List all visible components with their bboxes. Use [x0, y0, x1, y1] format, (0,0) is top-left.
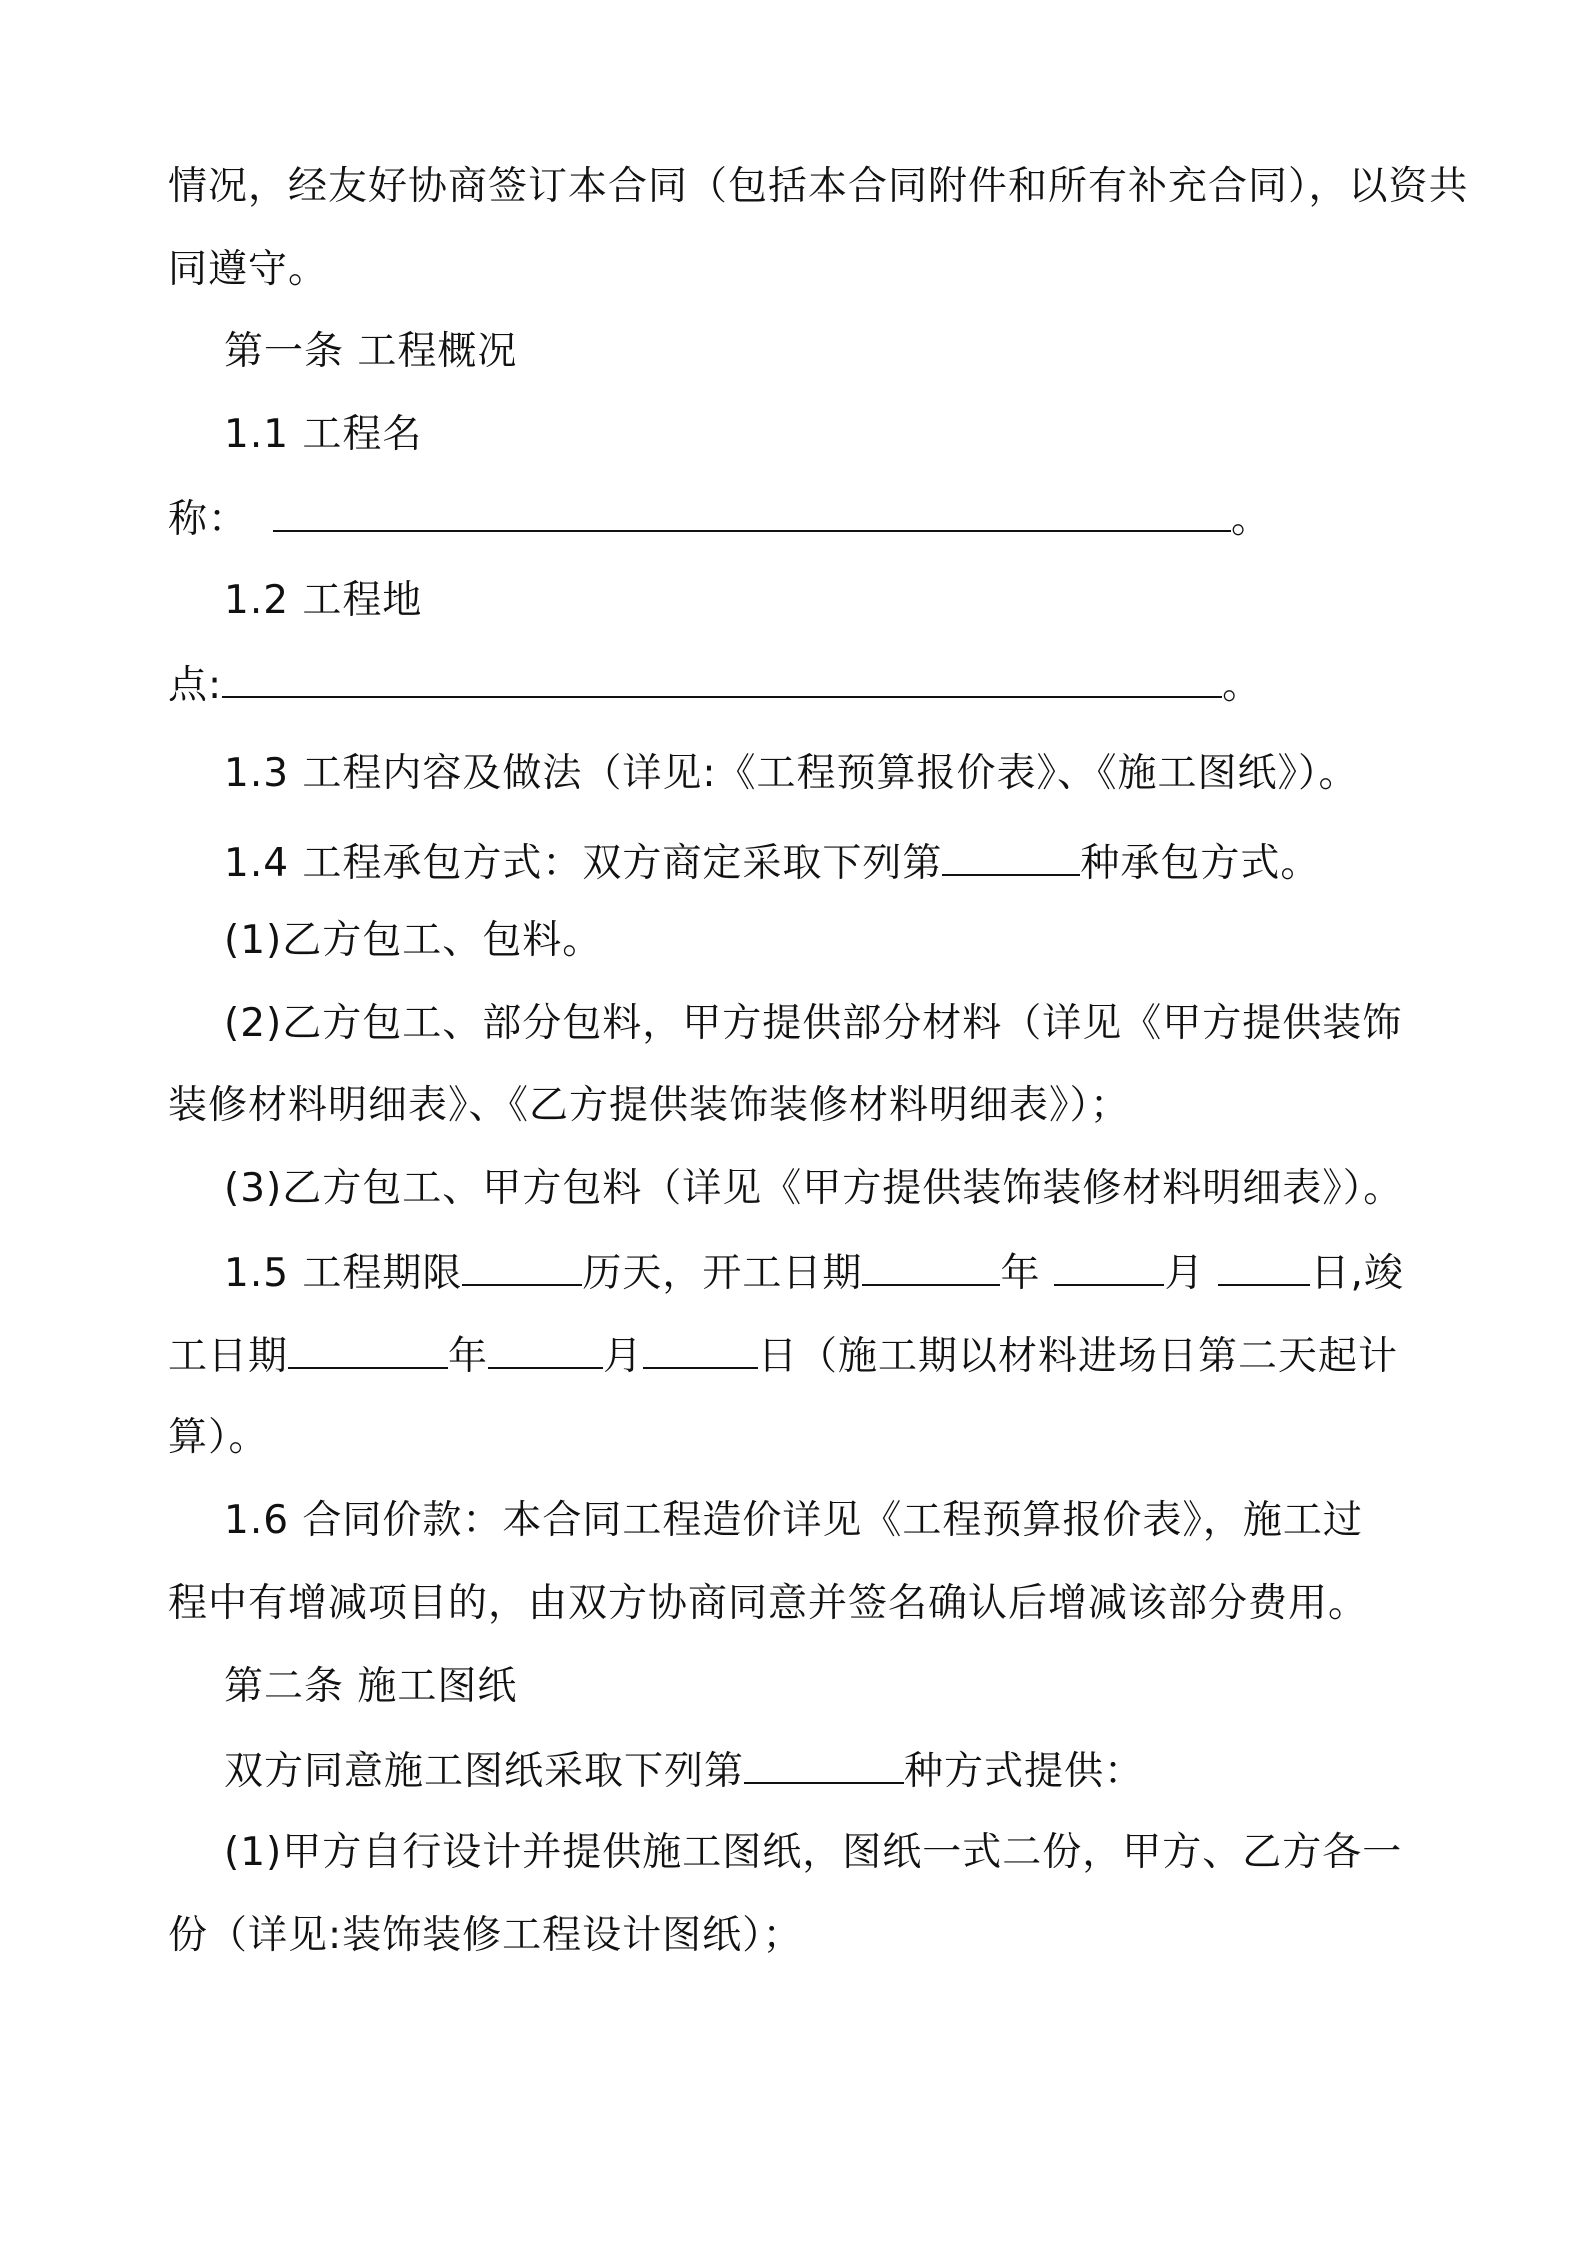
end-month-blank[interactable] — [488, 1325, 603, 1369]
clause-1-6-line-1: 1.6 合同价款：本合同工程造价详见《工程预算报价表》，施工过 — [224, 1498, 1363, 1543]
period: 。 — [1231, 497, 1272, 542]
day-label: 日（施工期以材料进场日第二天起计 — [758, 1334, 1399, 1379]
option-3: (3)乙方包工、甲方包料（详见《甲方提供装饰装修材料明细表》）。 — [224, 1166, 1404, 1211]
project-name-blank[interactable] — [273, 488, 1231, 532]
option-2-line-1: (2)乙方包工、部分包料，甲方提供部分材料（详见《甲方提供装饰 — [224, 1001, 1403, 1046]
clause-1-2-location-row — [168, 654, 1262, 714]
day-label: 日,竣 — [1310, 1251, 1404, 1296]
completion-date-label: 工日期 — [168, 1334, 289, 1379]
article-2-option-1-line-1: (1)甲方自行设计并提供施工图纸，图纸一式二份，甲方、乙方各一 — [224, 1830, 1403, 1875]
clause-1-4-text-end: 种承包方式。 — [1080, 841, 1321, 886]
clause-1-5-line-1 — [224, 1242, 1404, 1302]
end-day-blank[interactable] — [643, 1325, 758, 1369]
contract-mode-blank[interactable] — [942, 832, 1080, 876]
clause-1-5-line-3: 算）。 — [168, 1415, 269, 1460]
start-month-blank[interactable] — [1054, 1242, 1164, 1286]
article-2-option-1-line-2: 份（详见:装饰装修工程设计图纸）； — [168, 1913, 803, 1958]
month-label: 月 — [1164, 1251, 1205, 1296]
year-label: 年 — [448, 1334, 489, 1379]
article-1-title: 第一条 工程概况 — [224, 329, 518, 374]
article-2-title: 第二条 施工图纸 — [224, 1664, 518, 1709]
start-year-blank[interactable] — [862, 1242, 1000, 1286]
intro-line-1: 情况，经友好协商签订本合同（包括本合同附件和所有补充合同），以资共 — [168, 164, 1469, 209]
duration-days-blank[interactable] — [462, 1242, 582, 1286]
clause-1-4-text: 1.4 工程承包方式：双方商定采取下列第 — [224, 841, 943, 886]
option-1: (1)乙方包工、包料。 — [224, 918, 603, 963]
clause-1-4 — [224, 832, 1320, 892]
clause-1-3: 1.3 工程内容及做法（详见:《工程预算报价表》、《施工图纸》）。 — [224, 751, 1359, 796]
article-2-text: 双方同意施工图纸采取下列第 — [224, 1749, 745, 1794]
start-date-label: 历天，开工日期 — [582, 1251, 863, 1296]
clause-1-6-line-2: 程中有增减项目的，由双方协商同意并签名确认后增减该部分费用。 — [168, 1581, 1369, 1626]
article-2-text-end: 种方式提供： — [904, 1749, 1145, 1794]
article-2-intro — [224, 1740, 1144, 1800]
project-location-blank[interactable] — [222, 654, 1222, 698]
start-day-blank[interactable] — [1218, 1242, 1310, 1286]
end-year-blank[interactable] — [288, 1325, 448, 1369]
intro-line-2: 同遵守。 — [168, 247, 329, 292]
month-label: 月 — [603, 1334, 644, 1379]
drawing-mode-blank[interactable] — [744, 1740, 904, 1784]
year-label: 年 — [1000, 1251, 1041, 1296]
option-2-line-2: 装修材料明细表》、《乙方提供装饰装修材料明细表》）； — [168, 1083, 1131, 1128]
project-location-label: 点: — [168, 663, 223, 708]
clause-1-5-label: 1.5 工程期限 — [224, 1251, 463, 1296]
clause-1-5-line-2 — [168, 1325, 1398, 1385]
project-name-label: 称： — [168, 497, 249, 542]
clause-1-2: 1.2 工程地 — [224, 578, 423, 623]
clause-1-1-name-row — [168, 488, 1271, 548]
period: 。 — [1222, 663, 1263, 708]
clause-1-1: 1.1 工程名 — [224, 412, 423, 457]
